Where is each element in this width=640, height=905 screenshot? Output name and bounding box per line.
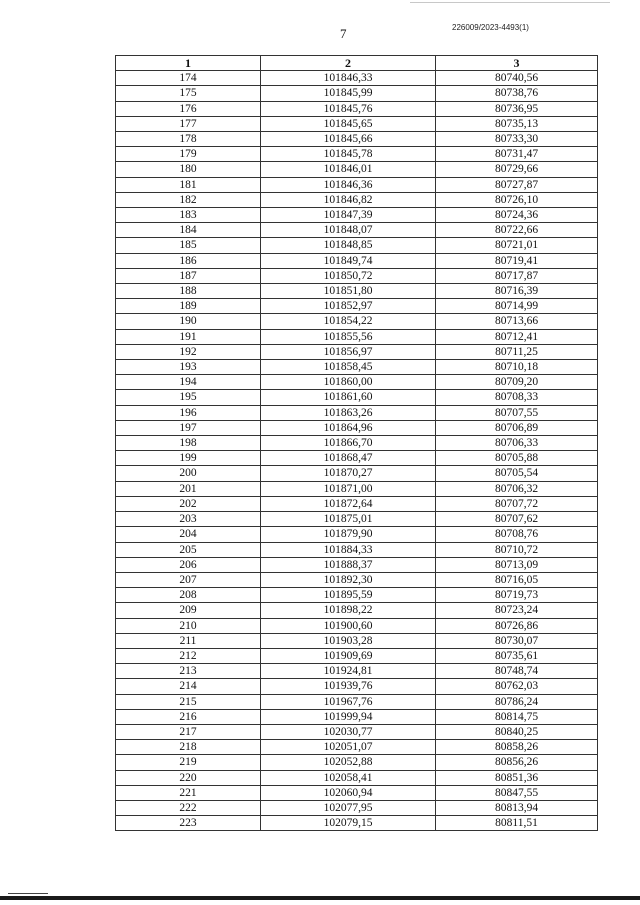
coordinate-y-cell: 80714,99 (436, 299, 598, 314)
coordinate-x-cell: 101900,60 (261, 618, 436, 633)
coordinate-x-cell: 101848,85 (261, 238, 436, 253)
coordinate-y-cell: 80733,30 (436, 132, 598, 147)
coordinate-x-cell: 101871,00 (261, 481, 436, 496)
table-body (116, 71, 598, 831)
table-row (116, 512, 598, 527)
coordinate-y-cell: 80719,41 (436, 253, 598, 268)
coordinate-x-cell: 101999,94 (261, 709, 436, 724)
point-number-cell: 187 (116, 268, 261, 283)
coordinate-x-cell: 101847,39 (261, 208, 436, 223)
coordinate-y-cell: 80708,33 (436, 390, 598, 405)
point-number-cell: 190 (116, 314, 261, 329)
table-row (116, 329, 598, 344)
coordinate-x-cell: 101903,28 (261, 633, 436, 648)
point-number-cell: 220 (116, 770, 261, 785)
table-row (116, 466, 598, 481)
point-number-cell: 185 (116, 238, 261, 253)
point-number-cell: 177 (116, 116, 261, 131)
coordinate-x-cell: 101850,72 (261, 268, 436, 283)
point-number-cell: 210 (116, 618, 261, 633)
table-row (116, 679, 598, 694)
coordinates-table (115, 55, 598, 831)
coordinate-x-cell: 101846,36 (261, 177, 436, 192)
table-row (116, 800, 598, 815)
point-number-cell: 222 (116, 800, 261, 815)
coordinate-y-cell: 80709,20 (436, 375, 598, 390)
point-number-cell: 205 (116, 542, 261, 557)
coordinate-y-cell: 80707,72 (436, 496, 598, 511)
table-row (116, 375, 598, 390)
coordinate-y-cell: 80847,55 (436, 785, 598, 800)
point-number-cell: 206 (116, 557, 261, 572)
table-row (116, 618, 598, 633)
coordinate-y-cell: 80727,87 (436, 177, 598, 192)
coordinate-y-cell: 80707,55 (436, 405, 598, 420)
table-row (116, 116, 598, 131)
coordinate-y-cell: 80721,01 (436, 238, 598, 253)
table-row (116, 223, 598, 238)
point-number-cell: 214 (116, 679, 261, 694)
coordinate-y-cell: 80719,73 (436, 588, 598, 603)
point-number-cell: 208 (116, 588, 261, 603)
coordinate-x-cell: 102079,15 (261, 816, 436, 831)
coordinate-x-cell: 102060,94 (261, 785, 436, 800)
coordinate-y-cell: 80813,94 (436, 800, 598, 815)
table-row (116, 253, 598, 268)
coordinate-y-cell: 80729,66 (436, 162, 598, 177)
coordinate-y-cell: 80724,36 (436, 208, 598, 223)
coordinate-y-cell: 80851,36 (436, 770, 598, 785)
coordinate-x-cell: 101892,30 (261, 572, 436, 587)
coordinate-y-cell: 80811,51 (436, 816, 598, 831)
coordinate-x-cell: 101895,59 (261, 588, 436, 603)
coordinate-y-cell: 80708,76 (436, 527, 598, 542)
coordinate-x-cell: 101845,99 (261, 86, 436, 101)
table-row (116, 648, 598, 663)
table-row (116, 633, 598, 648)
coordinate-y-cell: 80736,95 (436, 101, 598, 116)
point-number-cell: 184 (116, 223, 261, 238)
coordinate-y-cell: 80706,33 (436, 436, 598, 451)
column-header-point: 1 (116, 56, 261, 71)
coordinate-x-cell: 101849,74 (261, 253, 436, 268)
coordinate-x-cell: 102051,07 (261, 740, 436, 755)
column-header-x: 2 (261, 56, 436, 71)
document-code: 226009/2023-4493(1) (452, 23, 529, 32)
point-number-cell: 192 (116, 344, 261, 359)
table-row (116, 785, 598, 800)
coordinate-x-cell: 101909,69 (261, 648, 436, 663)
table-header-row (116, 56, 598, 71)
point-number-cell: 188 (116, 284, 261, 299)
coordinate-y-cell: 80762,03 (436, 679, 598, 694)
point-number-cell: 215 (116, 694, 261, 709)
coordinate-y-cell: 80710,18 (436, 360, 598, 375)
table-row (116, 390, 598, 405)
coordinate-x-cell: 101846,82 (261, 192, 436, 207)
coordinate-x-cell: 101856,97 (261, 344, 436, 359)
point-number-cell: 197 (116, 420, 261, 435)
point-number-cell: 178 (116, 132, 261, 147)
coordinate-x-cell: 101848,07 (261, 223, 436, 238)
coordinate-x-cell: 101924,81 (261, 664, 436, 679)
coordinate-y-cell: 80710,72 (436, 542, 598, 557)
page-number: 7 (340, 26, 347, 41)
coordinate-x-cell: 101846,01 (261, 162, 436, 177)
table-row (116, 709, 598, 724)
table-row (116, 527, 598, 542)
coordinate-y-cell: 80713,09 (436, 557, 598, 572)
coordinate-y-cell: 80712,41 (436, 329, 598, 344)
table-row (116, 664, 598, 679)
coordinate-y-cell: 80711,25 (436, 344, 598, 359)
point-number-cell: 201 (116, 481, 261, 496)
coordinate-y-cell: 80726,10 (436, 192, 598, 207)
point-number-cell: 207 (116, 572, 261, 587)
coordinate-y-cell: 80723,24 (436, 603, 598, 618)
table-row (116, 132, 598, 147)
coordinate-x-cell: 101845,65 (261, 116, 436, 131)
point-number-cell: 204 (116, 527, 261, 542)
table-row (116, 572, 598, 587)
table-row (116, 71, 598, 86)
coordinate-x-cell: 101864,96 (261, 420, 436, 435)
point-number-cell: 175 (116, 86, 261, 101)
table-row (116, 420, 598, 435)
coordinate-x-cell: 102077,95 (261, 800, 436, 815)
coordinate-y-cell: 80748,74 (436, 664, 598, 679)
coordinate-y-cell: 80740,56 (436, 71, 598, 86)
point-number-cell: 202 (116, 496, 261, 511)
coordinate-x-cell: 101860,00 (261, 375, 436, 390)
table-header (116, 56, 598, 71)
coordinate-x-cell: 101939,76 (261, 679, 436, 694)
coordinate-x-cell: 101852,97 (261, 299, 436, 314)
table-row (116, 162, 598, 177)
coordinate-x-cell: 101884,33 (261, 542, 436, 557)
coordinate-y-cell: 80730,07 (436, 633, 598, 648)
table-row (116, 451, 598, 466)
point-number-cell: 179 (116, 147, 261, 162)
coordinate-y-cell: 80707,62 (436, 512, 598, 527)
table-row (116, 481, 598, 496)
table-row (116, 177, 598, 192)
scan-edge-mark (8, 893, 48, 894)
coordinate-y-cell: 80717,87 (436, 268, 598, 283)
table-row (116, 496, 598, 511)
point-number-cell: 212 (116, 648, 261, 663)
coordinate-x-cell: 101875,01 (261, 512, 436, 527)
table-row (116, 755, 598, 770)
point-number-cell: 191 (116, 329, 261, 344)
point-number-cell: 174 (116, 71, 261, 86)
scan-edge-line (410, 2, 610, 3)
point-number-cell: 181 (116, 177, 261, 192)
coordinate-y-cell: 80738,76 (436, 86, 598, 101)
point-number-cell: 176 (116, 101, 261, 116)
coordinate-x-cell: 101868,47 (261, 451, 436, 466)
coordinate-x-cell: 101866,70 (261, 436, 436, 451)
point-number-cell: 199 (116, 451, 261, 466)
table-row (116, 542, 598, 557)
coordinate-x-cell: 101846,33 (261, 71, 436, 86)
point-number-cell: 195 (116, 390, 261, 405)
point-number-cell: 200 (116, 466, 261, 481)
coordinate-x-cell: 101870,27 (261, 466, 436, 481)
coordinate-x-cell: 101898,22 (261, 603, 436, 618)
point-number-cell: 211 (116, 633, 261, 648)
point-number-cell: 217 (116, 724, 261, 739)
point-number-cell: 193 (116, 360, 261, 375)
table-row (116, 238, 598, 253)
table-row (116, 724, 598, 739)
coordinate-x-cell: 101872,64 (261, 496, 436, 511)
coordinate-x-cell: 102058,41 (261, 770, 436, 785)
table-row (116, 360, 598, 375)
coordinate-y-cell: 80840,25 (436, 724, 598, 739)
table-row (116, 588, 598, 603)
point-number-cell: 198 (116, 436, 261, 451)
table-row (116, 192, 598, 207)
table-row (116, 268, 598, 283)
coordinate-x-cell: 101845,66 (261, 132, 436, 147)
table-row (116, 603, 598, 618)
point-number-cell: 223 (116, 816, 261, 831)
table-row (116, 740, 598, 755)
coordinate-y-cell: 80858,26 (436, 740, 598, 755)
table-row (116, 284, 598, 299)
coordinate-y-cell: 80856,26 (436, 755, 598, 770)
point-number-cell: 218 (116, 740, 261, 755)
point-number-cell: 219 (116, 755, 261, 770)
table-row (116, 557, 598, 572)
table-row (116, 405, 598, 420)
coordinate-x-cell: 101861,60 (261, 390, 436, 405)
coordinate-y-cell: 80786,24 (436, 694, 598, 709)
coordinate-y-cell: 80731,47 (436, 147, 598, 162)
coordinate-x-cell: 101855,56 (261, 329, 436, 344)
coordinate-y-cell: 80735,13 (436, 116, 598, 131)
coordinate-y-cell: 80716,05 (436, 572, 598, 587)
coordinate-y-cell: 80705,54 (436, 466, 598, 481)
table-row (116, 436, 598, 451)
coordinate-y-cell: 80735,61 (436, 648, 598, 663)
table-row (116, 299, 598, 314)
point-number-cell: 189 (116, 299, 261, 314)
coordinate-x-cell: 101863,26 (261, 405, 436, 420)
coordinate-x-cell: 101967,76 (261, 694, 436, 709)
column-header-y: 3 (436, 56, 598, 71)
point-number-cell: 182 (116, 192, 261, 207)
point-number-cell: 180 (116, 162, 261, 177)
coordinate-y-cell: 80722,66 (436, 223, 598, 238)
point-number-cell: 216 (116, 709, 261, 724)
table-row (116, 344, 598, 359)
scan-bottom-border (0, 896, 640, 900)
coordinate-x-cell: 101845,76 (261, 101, 436, 116)
table-row (116, 816, 598, 831)
point-number-cell: 203 (116, 512, 261, 527)
table-row (116, 86, 598, 101)
coordinate-y-cell: 80713,66 (436, 314, 598, 329)
coordinate-y-cell: 80706,32 (436, 481, 598, 496)
coordinate-x-cell: 101845,78 (261, 147, 436, 162)
point-number-cell: 221 (116, 785, 261, 800)
table-row (116, 147, 598, 162)
coordinate-y-cell: 80726,86 (436, 618, 598, 633)
table-row (116, 314, 598, 329)
table-row (116, 694, 598, 709)
table-row (116, 101, 598, 116)
table-row (116, 208, 598, 223)
point-number-cell: 186 (116, 253, 261, 268)
coordinate-y-cell: 80716,39 (436, 284, 598, 299)
point-number-cell: 196 (116, 405, 261, 420)
coordinate-x-cell: 102030,77 (261, 724, 436, 739)
point-number-cell: 213 (116, 664, 261, 679)
coordinate-x-cell: 101854,22 (261, 314, 436, 329)
coordinate-x-cell: 101858,45 (261, 360, 436, 375)
point-number-cell: 209 (116, 603, 261, 618)
coordinate-x-cell: 101888,37 (261, 557, 436, 572)
point-number-cell: 183 (116, 208, 261, 223)
table-row (116, 770, 598, 785)
coordinate-x-cell: 102052,88 (261, 755, 436, 770)
coordinate-y-cell: 80705,88 (436, 451, 598, 466)
point-number-cell: 194 (116, 375, 261, 390)
coordinate-x-cell: 101879,90 (261, 527, 436, 542)
coordinate-y-cell: 80814,75 (436, 709, 598, 724)
coordinate-x-cell: 101851,80 (261, 284, 436, 299)
coordinate-y-cell: 80706,89 (436, 420, 598, 435)
